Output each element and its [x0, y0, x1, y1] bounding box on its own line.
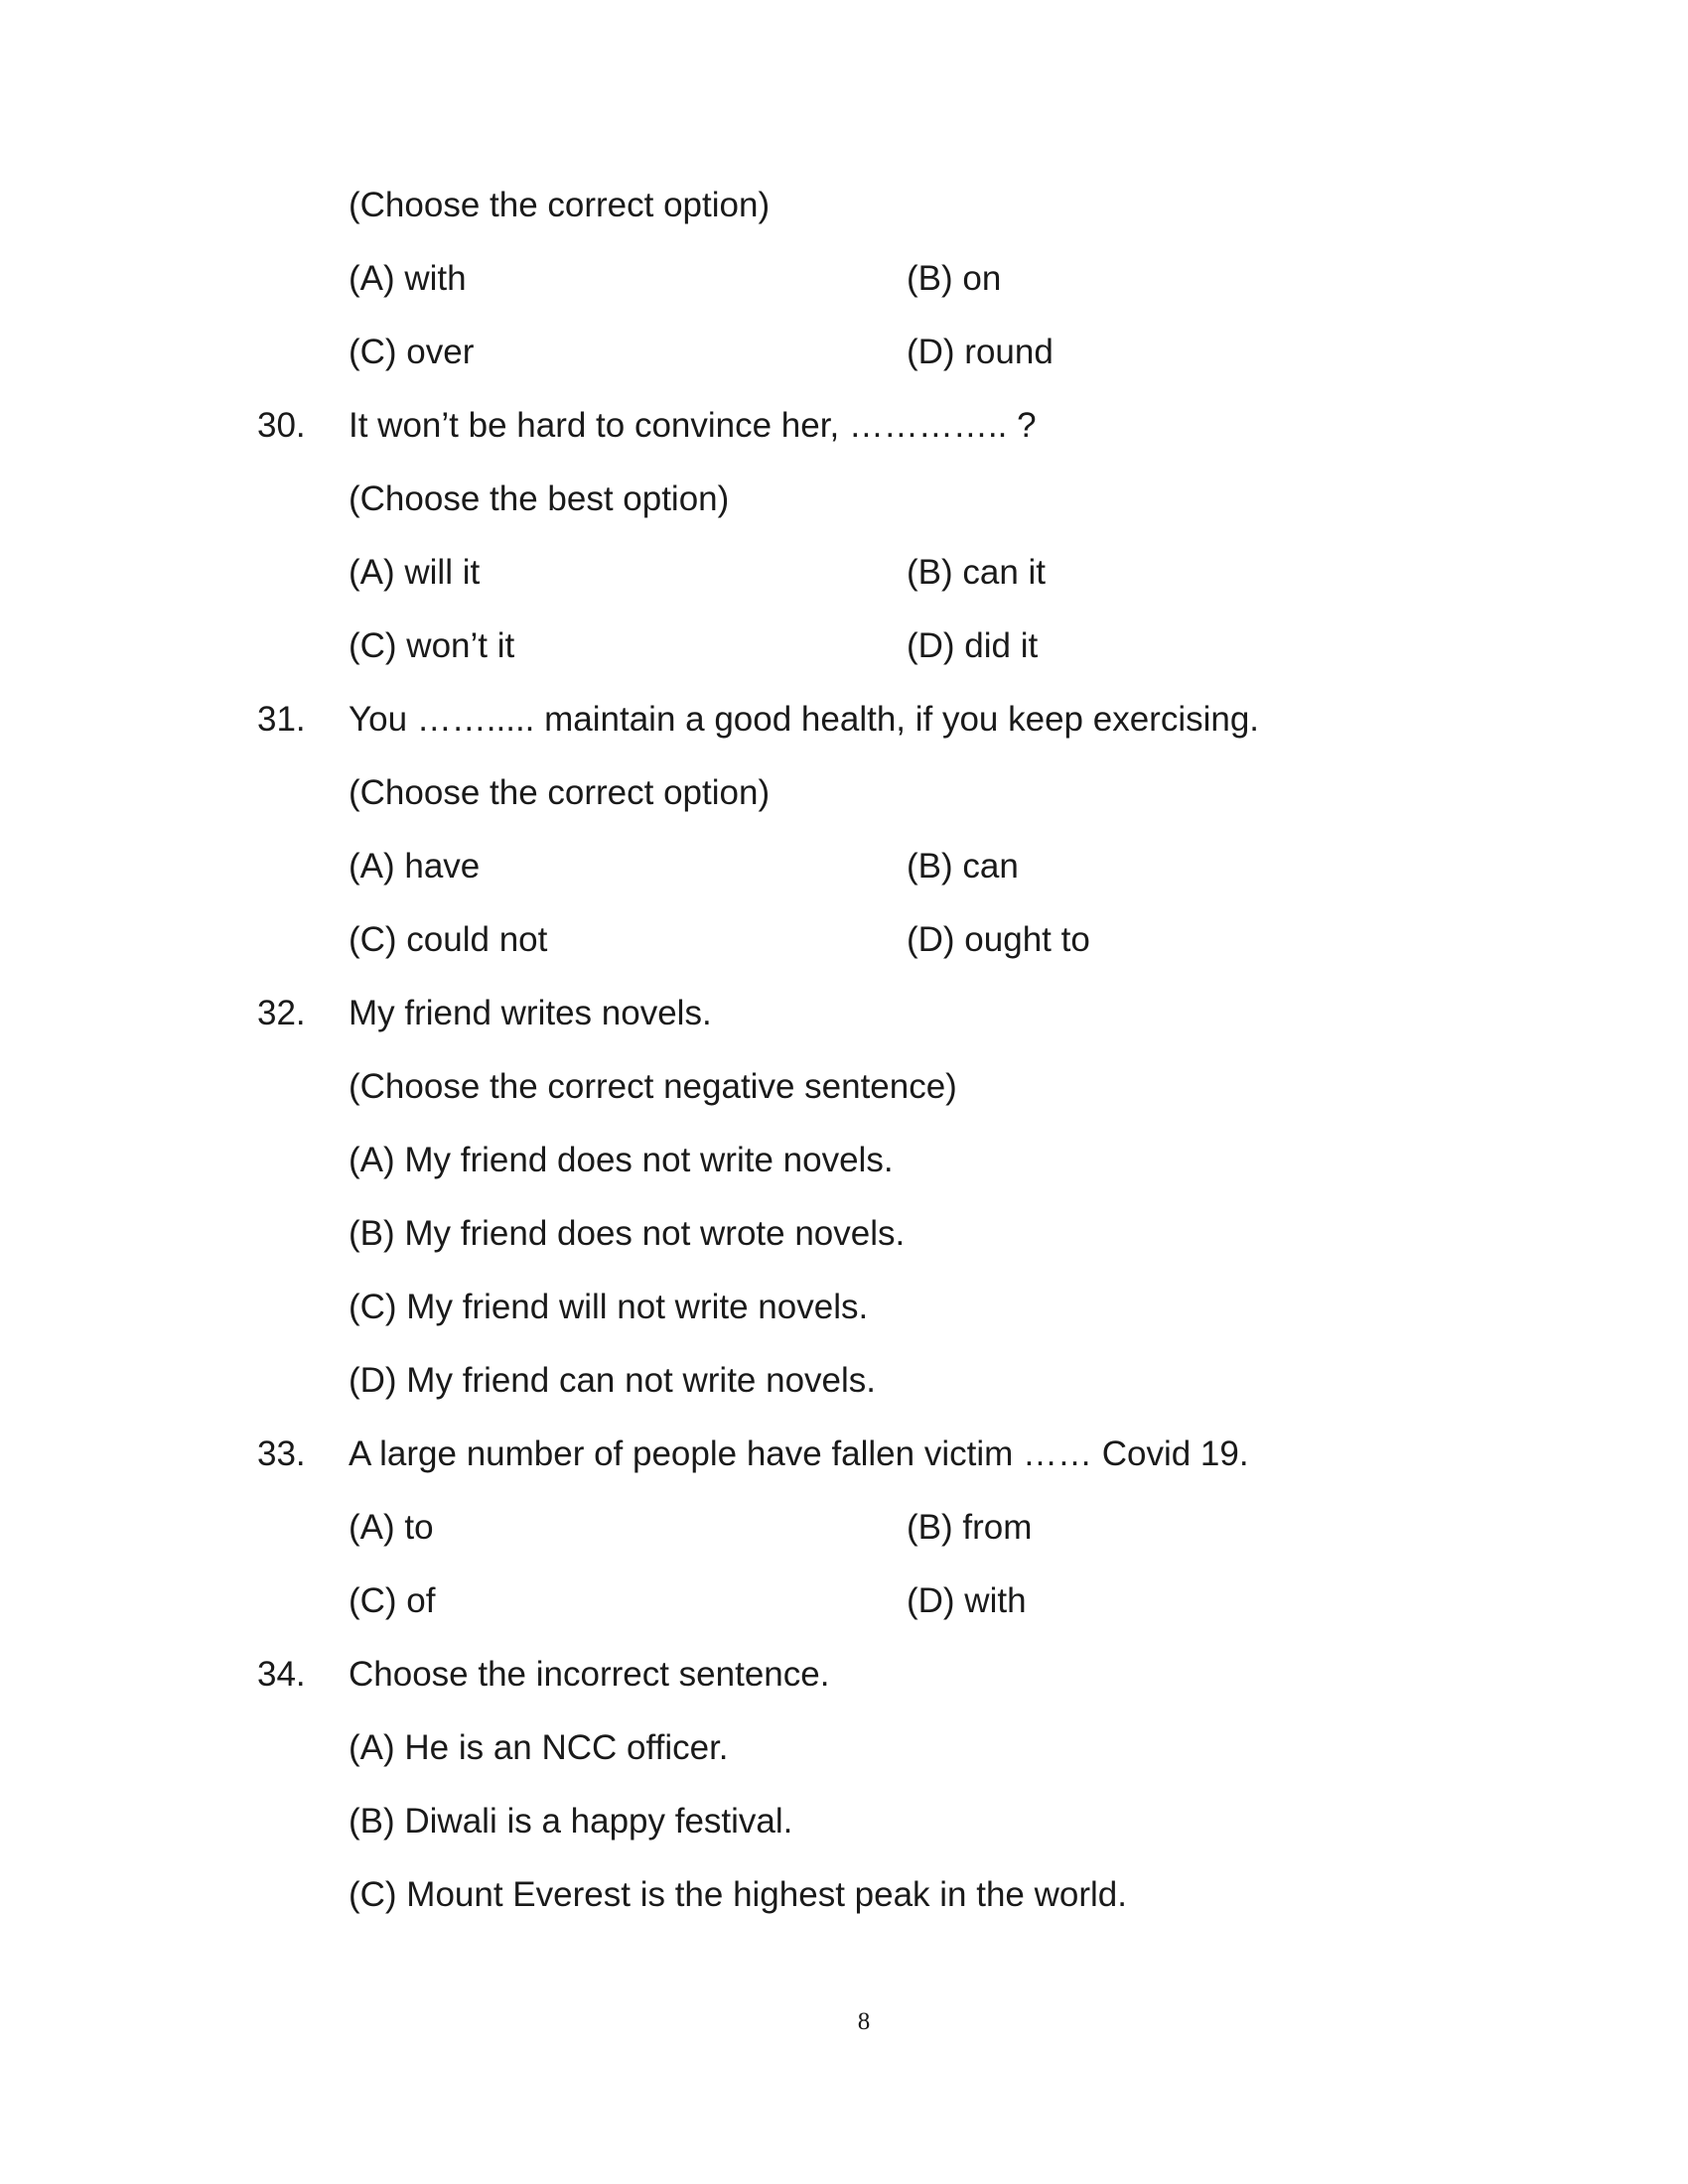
q31-option-c: (C) could not	[349, 920, 548, 959]
q31-instruction: (Choose the correct option)	[349, 773, 771, 812]
q34-number: 34.	[257, 1655, 306, 1694]
q31-text: You ……..... maintain a good health, if you keep exercising.	[349, 700, 1260, 739]
q32-instruction: (Choose the correct negative sentence)	[349, 1067, 957, 1106]
q30-instruction: (Choose the best option)	[349, 479, 730, 518]
q30-option-d: (D) did it	[907, 626, 1039, 665]
q30-option-a: (A) will it	[349, 553, 481, 592]
q31-option-d: (D) ought to	[907, 920, 1090, 959]
q33-option-a: (A) to	[349, 1508, 434, 1547]
q32-option-d: (D) My friend can not write novels.	[349, 1361, 877, 1400]
q31-option-b: (B) can	[907, 847, 1019, 886]
q31-option-a: (A) have	[349, 847, 481, 886]
q33-text: A large number of people have fallen victim …… Covid 19.	[349, 1434, 1249, 1473]
q31-number: 31.	[257, 700, 306, 739]
q33-number: 33.	[257, 1434, 306, 1473]
q32-option-a: (A) My friend does not write novels.	[349, 1141, 894, 1179]
q34-option-c: (C) Mount Everest is the highest peak in the world.	[349, 1875, 1127, 1914]
q30-number: 30.	[257, 406, 306, 445]
q29-instruction: (Choose the correct option)	[349, 186, 771, 224]
q30-text: It won’t be hard to convince her, ………….. ?	[349, 406, 1037, 445]
q33-option-d: (D) with	[907, 1581, 1027, 1620]
q34-option-b: (B) Diwali is a happy festival.	[349, 1802, 793, 1841]
q30-option-b: (B) can it	[907, 553, 1047, 592]
q33-option-c: (C) of	[349, 1581, 436, 1620]
q33-option-b: (B) from	[907, 1508, 1033, 1547]
q34-text: Choose the incorrect sentence.	[349, 1655, 830, 1694]
q29-option-d: (D) round	[907, 333, 1054, 371]
q29-option-a: (A) with	[349, 259, 467, 298]
q34-option-a: (A) He is an NCC officer.	[349, 1728, 729, 1767]
q32-number: 32.	[257, 994, 306, 1032]
q32-option-b: (B) My friend does not wrote novels.	[349, 1214, 906, 1253]
q29-option-b: (B) on	[907, 259, 1002, 298]
q32-option-c: (C) My friend will not write novels.	[349, 1288, 869, 1326]
q29-option-c: (C) over	[349, 333, 475, 371]
q32-text: My friend writes novels.	[349, 994, 712, 1032]
page-number: 8	[857, 2008, 871, 2035]
q30-option-c: (C) won’t it	[349, 626, 515, 665]
